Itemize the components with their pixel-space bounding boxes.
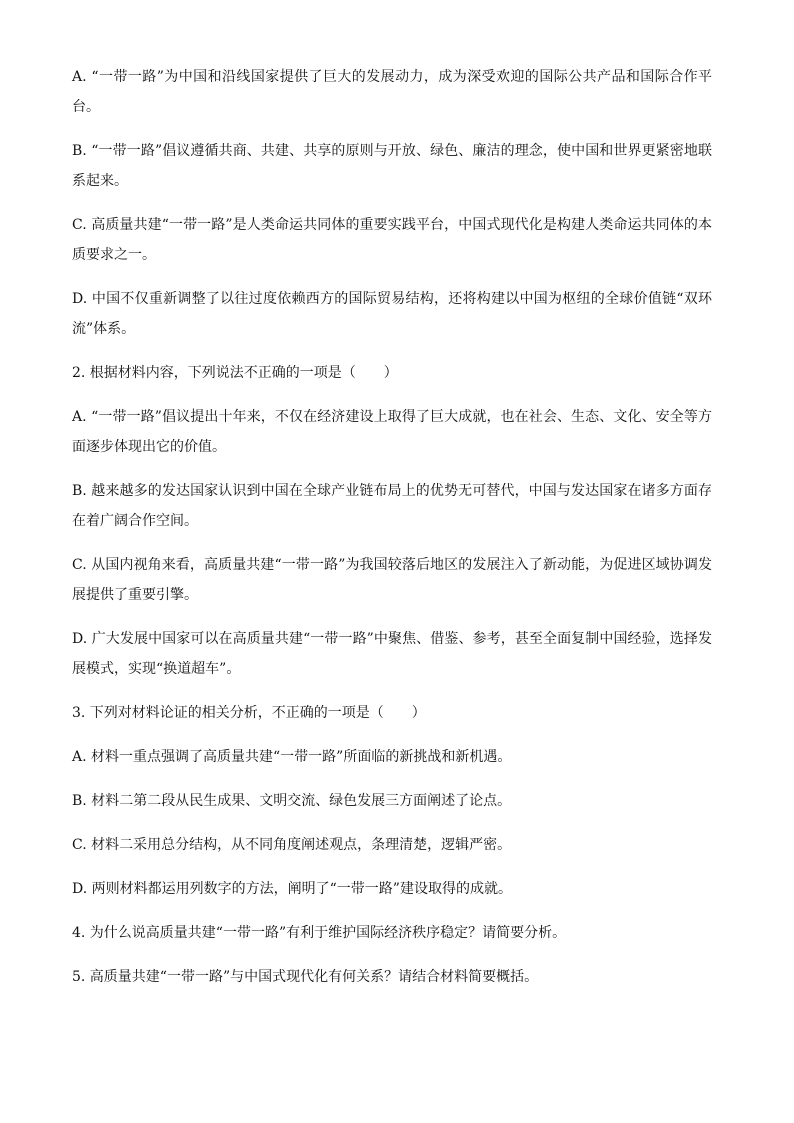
q1-option-b: B. “一带一路”倡议遵循共商、共建、共享的原则与开放、绿色、廉洁的理念，使中国和世界更紧密地联系起来。	[72, 143, 712, 189]
q2-option-b: B. 越来越多的发达国家认识到中国在全球产业链布局上的优势无可替代，中国与发达国家在诸多方面存在着广阔合作空间。	[72, 483, 712, 529]
q3-option-b: B. 材料二第二段从民生成果、文明交流、绿色发展三方面阐述了论点。	[72, 793, 512, 809]
q3-option-d: D. 两则材料都运用列数字的方法，阐明了“一带一路”建设取得的成就。	[72, 881, 512, 897]
q2-option-d: D. 广大发展中国家可以在高质量共建“一带一路”中聚焦、借鉴、参考，甚至全面复制中国经验，选择发展模式，实现“换道超车”。	[72, 631, 712, 677]
document-page	[72, 62, 712, 1006]
question-3: 3. 下列对材料论证的相关分析，不正确的一项是（ ）	[72, 705, 426, 721]
q1-option-d: D. 中国不仅重新调整了以往过度依赖西方的国际贸易结构，还将构建以中国为枢纽的全球价值链“双环流”体系。	[72, 291, 712, 337]
q1-option-c: C. 高质量共建“一带一路”是人类命运共同体的重要实践平台，中国式现代化是构建人类命运共同体的本质要求之一。	[72, 217, 712, 263]
q3-option-a: A. 材料一重点强调了高质量共建“一带一路”所面临的新挑战和新机遇。	[72, 749, 512, 765]
q1-option-a: A. “一带一路”为中国和沿线国家提供了巨大的发展动力，成为深受欢迎的国际公共产品和国际合作平台。	[72, 69, 712, 115]
question-4: 4. 为什么说高质量共建“一带一路”有利于维护国际经济秩序稳定？请简要分析。	[72, 925, 567, 941]
question-2: 2. 根据材料内容，下列说法不正确的一项是（ ）	[72, 365, 398, 381]
q3-option-c: C. 材料二采用总分结构，从不同角度阐述观点，条理清楚，逻辑严密。	[72, 837, 512, 853]
question-5: 5. 高质量共建“一带一路”与中国式现代化有何关系？请结合材料简要概括。	[72, 969, 539, 985]
q2-option-c: C. 从国内视角来看，高质量共建“一带一路”为我国较落后地区的发展注入了新动能，为促进区域协调发展提供了重要引擎。	[72, 557, 712, 603]
q2-option-a: A. “一带一路”倡议提出十年来，不仅在经济建设上取得了巨大成就，也在社会、生态、文化、安全等方面逐步体现出它的价值。	[72, 409, 712, 455]
